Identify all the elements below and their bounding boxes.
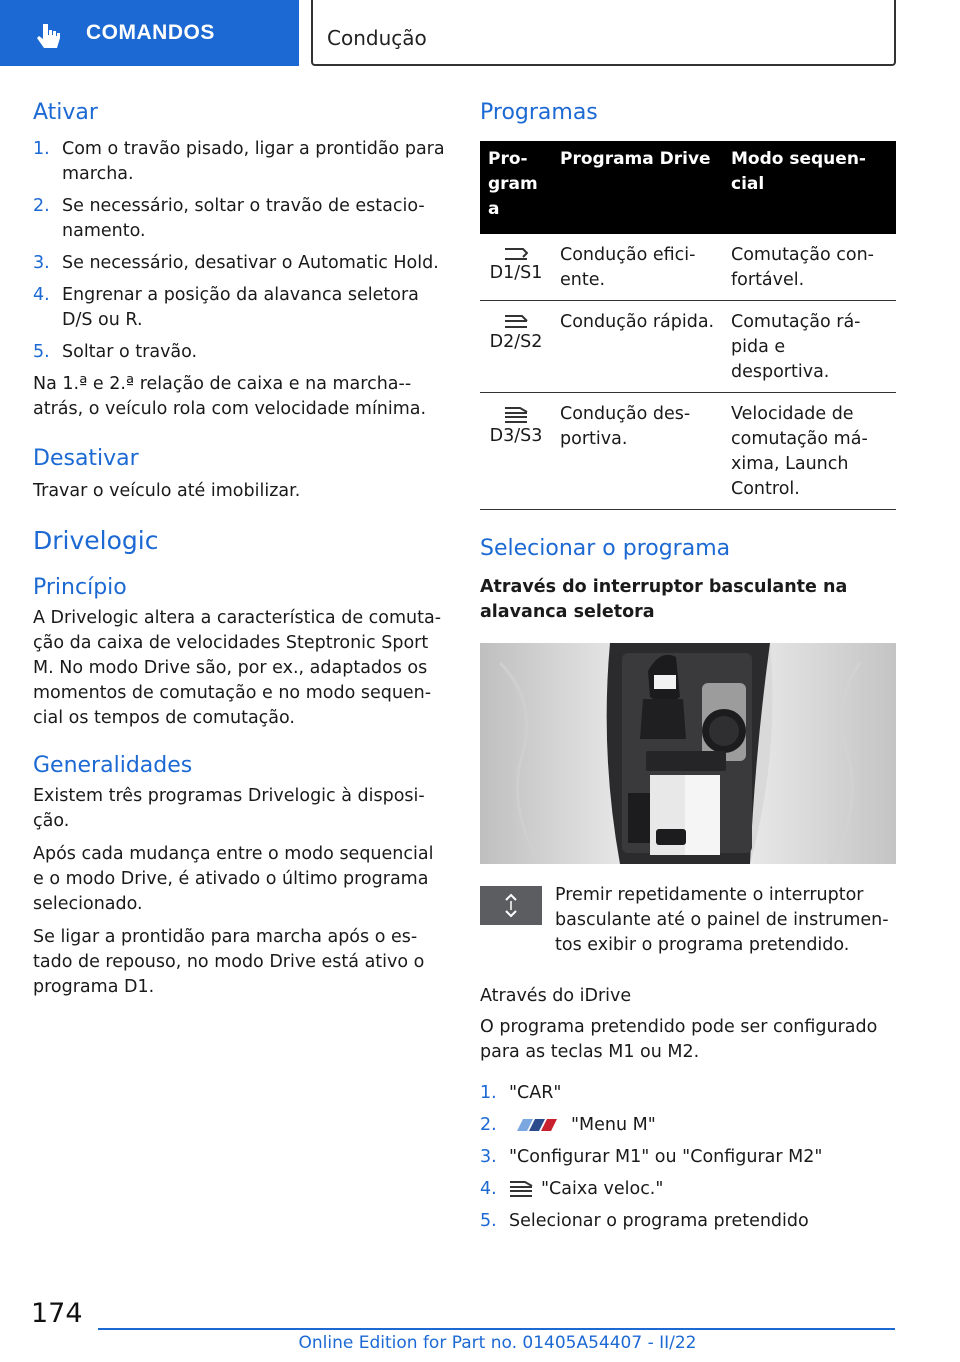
heading-principio: Princípio: [33, 575, 127, 600]
ativar-note: Na 1.ª e 2.ª relação de caixa e na marcha--atrás, o veículo rola com velocidade mínima.: [33, 374, 427, 419]
gear-selector-photo: [480, 643, 896, 864]
generalidades-p3: Se ligar a prontidão para marcha após o es-tado de repouso, no modo Drive está ativo o programa D1.: [33, 927, 425, 997]
mode-label: D1/S1: [489, 263, 543, 283]
seq-cell: Velocidade de comutação má-xima, Launch Control.: [723, 393, 896, 510]
list-item: 4. Engrenar a posição da alavanca seletora D/S ou R.: [33, 285, 419, 330]
mode-label: D3/S3: [489, 426, 543, 446]
mode-label: D2/S2: [489, 332, 543, 352]
chapter-title: Condução: [327, 26, 427, 50]
seq-cell: Comutação con-fortável.: [723, 234, 896, 301]
drivelogic-3-icon: [504, 406, 528, 424]
footer-divider: [98, 1328, 895, 1330]
section-tab: [0, 0, 299, 66]
col-header-program: Pro-gram a: [480, 141, 552, 234]
programs-table: [480, 141, 896, 510]
section-title: COMANDOS: [86, 21, 215, 44]
table-row: [480, 301, 896, 393]
heading-desativar: Desativar: [33, 446, 139, 471]
list-item: 1. "CAR": [480, 1083, 562, 1103]
heading-ativar: Ativar: [33, 100, 98, 125]
col-header-drive: Programa Drive: [552, 141, 723, 234]
right-column: [480, 100, 896, 1241]
table-header-row: [480, 141, 896, 234]
subheading-rocker: Através do interruptor basculante na alavanca seletora: [480, 577, 848, 622]
desativar-text: Travar o veículo até imobilizar.: [33, 481, 301, 501]
list-item: 3. "Configurar M1" ou "Configurar M2": [480, 1147, 823, 1167]
idrive-steps: [480, 1081, 896, 1234]
idrive-text: O programa pretendido pode ser configurado para as teclas M1 ou M2.: [480, 1017, 878, 1062]
heading-drivelogic: Drivelogic: [33, 526, 159, 555]
drive-cell: Condução rápida.: [552, 301, 723, 393]
m-logo-icon: [511, 1118, 563, 1132]
table-row: [480, 393, 896, 510]
rocker-switch-icon: [480, 886, 542, 925]
drivelogic-1-icon: [504, 247, 528, 261]
heading-programas: Programas: [480, 100, 598, 125]
gearbox-icon: [509, 1180, 533, 1198]
list-item: 2. "Menu M": [480, 1115, 656, 1135]
principio-text: A Drivelogic altera a característica de comuta-ção da caixa de velocidades Steptronic Sport M. No modo Drive são, por ex., adaptados os momentos de comutação e no modo sequen-cial os tempos de comutação.: [33, 608, 442, 728]
rocker-text: Premir repetidamente o interruptor basculante até o painel de instrumen-tos exibir o programa pretendido.: [555, 885, 889, 955]
chapter-header: [311, 0, 896, 66]
drive-cell: Condução des-portiva.: [552, 393, 723, 510]
list-item: 1. Com o travão pisado, ligar a prontidão para marcha.: [33, 139, 445, 184]
table-row: [480, 234, 896, 301]
list-item: 5. Soltar o travão.: [33, 342, 198, 362]
seq-cell: Comutação rá-pida e desportiva.: [723, 301, 896, 393]
list-item: 3. Se necessário, desativar o Automatic Hold.: [33, 253, 439, 273]
list-item: 2. Se necessário, soltar o travão de estacio-namento.: [33, 196, 425, 241]
heading-generalidades: Generalidades: [33, 753, 193, 778]
ativar-steps: [33, 137, 445, 365]
subheading-idrive: Através do iDrive: [480, 986, 632, 1006]
page-number: 174: [31, 1298, 83, 1329]
drive-cell: Condução efici-ente.: [552, 234, 723, 301]
col-header-sequential: Modo sequen-cial: [723, 141, 896, 234]
generalidades-p1: Existem três programas Drivelogic à disposi-ção.: [33, 786, 425, 831]
rocker-instruction: [480, 883, 896, 958]
heading-selecionar: Selecionar o programa: [480, 536, 731, 561]
hand-pointer-icon: [36, 22, 64, 52]
drivelogic-2-icon: [504, 314, 528, 330]
list-item: 4. "Caixa veloc.": [480, 1179, 664, 1199]
left-column: [33, 100, 445, 1000]
list-item: 5. Selecionar o programa pretendido: [480, 1211, 809, 1231]
generalidades-p2: Após cada mudança entre o modo sequencial e o modo Drive, é ativado o último programa selecionado.: [33, 844, 434, 914]
footer-edition: Online Edition for Part no. 01405A54407 - II/22: [298, 1333, 697, 1353]
